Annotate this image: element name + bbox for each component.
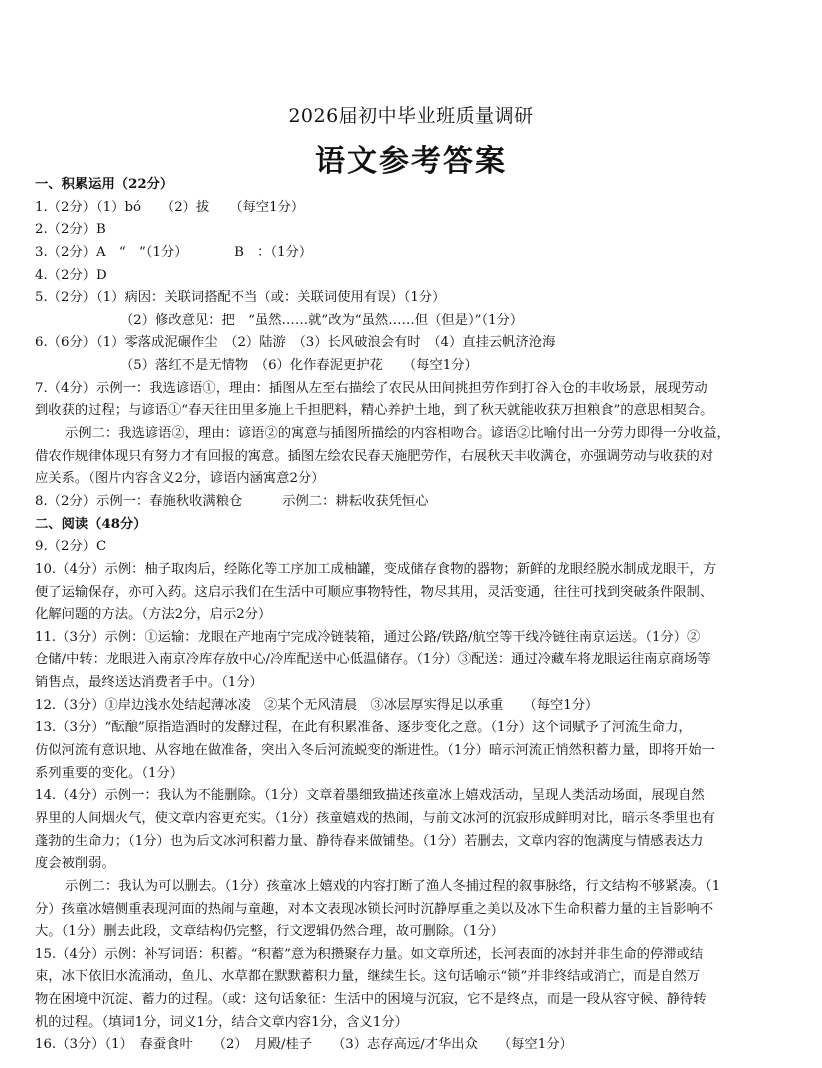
answer-line: 系列重要的变化。（1分）	[35, 765, 184, 781]
answer-line: 应关系。（图片内容含义2分，谚语内涵寓意2分）	[35, 471, 325, 487]
answer-line: 物在困境中沉淀、蓄力的过程。（或：这句话象征：生活中的困境与沉寂，它不是终点，而是一段从容守候、静待转	[35, 992, 707, 1008]
answer-line: 11.（3分）示例：①运输：龙眼在产地南宁完成冷链装箱，通过公路/铁路/航空等干线冷链往南京运送。（1分）②	[35, 629, 701, 645]
page-title: 语文参考答案	[315, 144, 507, 179]
answer-line: （2）修改意见：把 “虽然……就”改为“虽然……但（但是）”（1分）	[120, 312, 524, 328]
answer-line: 借农作规律体现只有努力才有回报的寓意。插图左绘农民春天施肥劳作，右展秋天丰收满仓，亦强调劳动与收获的对	[35, 448, 714, 464]
answer-line: 界里的人间烟火气，使文章内容更充实。（1分）孩童嬉戏的热闹，与前文冰河的沉寂形成鲜明对比，暗示冬季里也有	[35, 810, 715, 826]
answer-line: 3.（2分）A “ ”（1分） B ：（1分）	[35, 244, 313, 260]
answer-line: 4.（2分）D	[35, 267, 107, 283]
answer-line: 示例二：我认为可以删去。（1分）孩童冰上嬉戏的内容打断了渔人冬捕过程的叙事脉络，行文结构不够紧凑。（1	[65, 878, 721, 894]
answer-line: 12.（3分）①岸边浅水处结起薄冰凌 ②某个无风清晨 ③冰层厚实得足以承重 （每空1分）	[35, 697, 599, 713]
answer-line: 16.（3分）（1） 春蚕食叶 （2） 月殿/桂子 （3）志存高远/才华出众 （每空1分）	[35, 1037, 573, 1053]
exam-subtitle: 2026届初中毕业班质量调研	[288, 105, 534, 127]
answer-line: 5.（2分）（1）病因：关联词搭配不当（或：关联词使用有误）（1分）	[35, 290, 446, 306]
answer-line: 销售点，最终送达消费者手中。（1分）	[35, 675, 263, 691]
answer-line: 15.（4分）示例：补写词语：积蓄。“积蓄”意为积攒聚存力量。如文章所述，长河表面的冰封并非生命的停滞或结	[35, 946, 704, 962]
answer-line: 束，冰下依旧水流涌动，鱼儿、水草都在默默蓄积力量，继续生长。这句话喻示“锁”并非终结或消亡，而是自然万	[35, 969, 701, 985]
answer-line: 14.（4分）示例一：我认为不能删除。（1分）文章着墨细致描述孩童冰上嬉戏活动，呈现人类活动场面，展现自然	[35, 788, 705, 804]
answer-content	[35, 174, 795, 1057]
answer-line: （5）落红不是无情物 （6）化作春泥更护花 （每空1分）	[120, 358, 478, 374]
answer-line: 机的过程。（填词1分，词义1分，结合文章内容1分，含义1分）	[35, 1014, 408, 1030]
answer-line: 便了运输保存，亦可入药。这启示我们在生活中可顺应事物特性，物尽其用，灵活变通，往往可找到突破条件限制、	[35, 584, 714, 600]
answer-line: 度会被削弱。	[35, 856, 115, 872]
answer-line: 6.（6分）（1）零落成泥碾作尘 （2）陆游 （3）长风破浪会有时 （4）直挂云帆济沧海	[35, 335, 556, 351]
answer-line: 仿似河流有意识地、从容地在做准备，突出入冬后河流蜕变的渐进性。（1分）暗示河流正悄然积蓄力量，即将开始一	[35, 743, 715, 759]
answer-line: 2.（2分）B	[35, 222, 106, 238]
answer-line: 大。（1分）删去此段，文章结构仍完整，行文逻辑仍然合理，故可删除。（1分）	[35, 924, 505, 940]
section-heading: 一、积累运用（22分）	[35, 177, 174, 192]
answer-line: 7.（4分）示例一：我选谚语①，理由：插图从左至右描绘了农民从田间挑担劳作到打谷入仓的丰收场景，展现劳动	[35, 380, 708, 396]
answer-line: 8.（2分）示例一：春施秋收满粮仓 示例二：耕耘收获凭恒心	[35, 493, 429, 509]
answer-line: 10.（4分）示例：柚子取肉后，经陈化等工序加工成柚罐，变成储存食物的器物；新鲜的龙眼经脱水制成龙眼干，方	[35, 561, 717, 577]
answer-line: 分）孩童冰嬉侧重表现河面的热闹与童趣，对本文表现冰锁长河时沉静厚重之美以及冰下生命积蓄力量的主旨影响不	[35, 901, 714, 917]
answer-line: 13.（3分）“酝酿”原指造酒时的发酵过程，在此有积累准备、逐步变化之意。（1分）这个词赋予了河流生命力，	[35, 720, 692, 736]
section-heading: 二、阅读（48分）	[35, 516, 147, 532]
answer-line: 示例二：我选谚语②，理由：谚语②的寓意与插图所描绘的内容相吻合。谚语②比喻付出一分劳力即得一分收益，	[65, 426, 730, 442]
answer-line: 蓬勃的生命力；（1分）也为后文冰河积蓄力量、静待春来做铺垫。（1分）若删去，文章内容的饱满度与情感表达力	[35, 833, 704, 849]
answer-line: 仓储/中转：龙眼进入南京冷库存放中心/冷库配送中心低温储存。（1分）③配送：通过冷藏车将龙眼运往南京商场等	[35, 652, 711, 668]
answer-line: 9.（2分）C	[35, 539, 107, 555]
answer-line: 化解问题的方法。（方法2分，启示2分）	[35, 607, 272, 623]
answer-line: 到收获的过程；与谚语①“春天往田里多施上千担肥料，精心养护土地，到了秋天就能收获万担粮食”的意思相契合。	[35, 403, 714, 419]
answer-line: 1.（2分）（1）bó （2）拔 （每空1分）	[35, 199, 305, 215]
